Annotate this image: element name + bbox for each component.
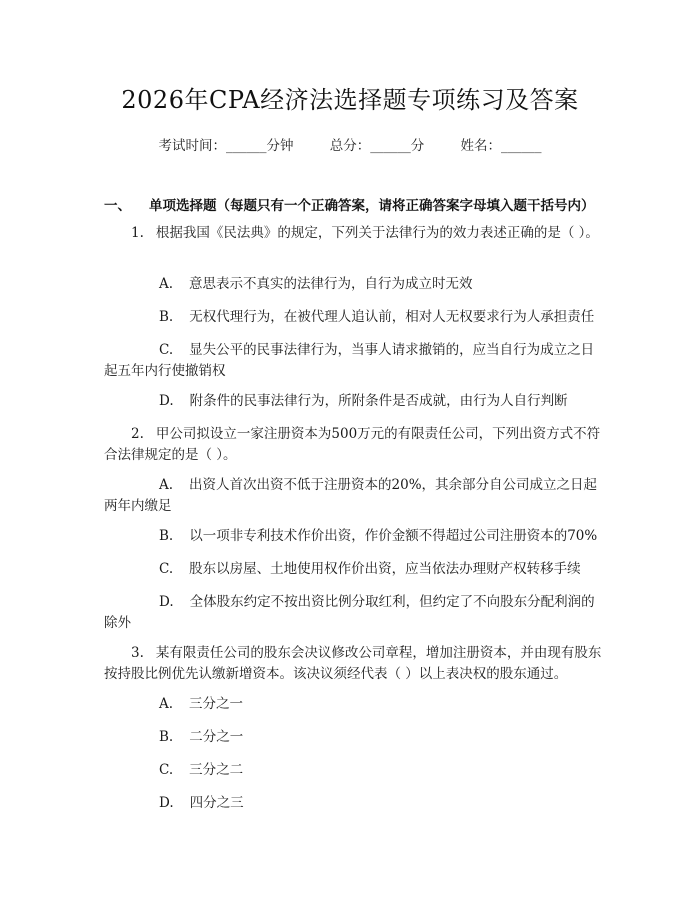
- total-score-label: 总分：: [329, 138, 371, 154]
- question-1-option-d: [104, 391, 602, 412]
- name-field: [461, 138, 542, 154]
- option-text: 四分之三: [189, 795, 244, 811]
- option-letter: B.: [159, 729, 174, 745]
- option-text: 显失公平的民事法律行为，当事人请求撤销的，应当自行为成立之日起五年内行使撤销权: [104, 342, 595, 379]
- option-text: 全体股东约定不按出资比例分取红利，但约定了不向股东分配利润的除外: [104, 594, 595, 631]
- option-letter: C.: [159, 342, 174, 358]
- option-letter: C.: [159, 561, 174, 577]
- option-text: 无权代理行为，在被代理人追认前，相对人无权要求行为人承担责任: [189, 309, 595, 325]
- question-number: 2.: [131, 426, 144, 442]
- question-number: 3.: [131, 645, 144, 661]
- question-2-option-b: [104, 526, 602, 547]
- document-title: 2026年CPA经济法选择题专项练习及答案: [121, 86, 579, 114]
- question-2-option-d: [104, 592, 602, 634]
- question-1-option-a: [104, 274, 602, 295]
- question-1-option-b: [104, 307, 602, 328]
- total-score-field: [330, 138, 425, 154]
- question-3-option-d: [104, 793, 602, 814]
- option-letter: A.: [159, 276, 174, 292]
- option-letter: D.: [159, 393, 174, 409]
- option-text: 二分之一: [189, 729, 244, 745]
- option-letter: C.: [159, 762, 174, 778]
- exam-time-label: 考试时间：: [158, 138, 226, 154]
- question-2-option-c: [104, 559, 602, 580]
- name-blank: ______: [501, 138, 542, 154]
- question-1-stem: [104, 223, 602, 244]
- exam-meta-line: [0, 134, 700, 154]
- option-text: 以一项非专利技术作价出资，作价金额不得超过公司注册资本的70%: [189, 528, 598, 544]
- option-letter: D.: [159, 795, 174, 811]
- question-text: 甲公司拟设立一家注册资本为500万元的有限责任公司，下列出资方式不符合法律规定的是（ ）。: [104, 426, 601, 463]
- question-3-option-c: [104, 760, 602, 781]
- option-letter: A.: [159, 696, 174, 712]
- question-3-stem: [104, 643, 602, 685]
- question-1-option-c: [104, 340, 602, 382]
- question-number: 1.: [131, 225, 144, 241]
- option-letter: A.: [159, 477, 174, 493]
- exam-time-unit: 分钟: [266, 138, 294, 154]
- section-heading: [104, 194, 595, 214]
- option-letter: B.: [159, 528, 174, 544]
- question-2-stem: [104, 424, 602, 466]
- section-number: 一、: [104, 198, 131, 214]
- exam-time-field: [158, 138, 293, 154]
- total-score-blank: ______: [370, 138, 411, 154]
- option-letter: D.: [159, 594, 174, 610]
- option-text: 意思表示不真实的法律行为，自行为成立时无效: [189, 276, 473, 292]
- question-text: 某有限责任公司的股东会决议修改公司章程，增加注册资本，并由现有股东按持股比例优先认缴新增资本。该决议须经代表（ ）以上表决权的股东通过。: [104, 645, 602, 682]
- option-text: 股东以房屋、土地使用权作价出资，应当依法办理财产权转移手续: [189, 561, 581, 577]
- option-text: 三分之一: [189, 696, 244, 712]
- section-title: 单项选择题（每题只有一个正确答案，请将正确答案字母填入题干括号内）: [149, 198, 595, 214]
- question-2-option-a: [104, 475, 602, 517]
- option-letter: B.: [159, 309, 174, 325]
- question-text: 根据我国《民法典》的规定，下列关于法律行为的效力表述正确的是（ ）。: [155, 225, 599, 241]
- question-3-option-b: [104, 727, 602, 748]
- name-label: 姓名：: [460, 138, 502, 154]
- option-text: 附条件的民事法律行为，所附条件是否成就，由行为人自行判断: [189, 393, 568, 409]
- question-3-option-a: [104, 694, 602, 715]
- option-text: 出资人首次出资不低于注册资本的20%，其余部分自公司成立之日起两年内缴足: [104, 477, 598, 514]
- option-text: 三分之二: [189, 762, 244, 778]
- total-score-unit: 分: [410, 138, 425, 154]
- exam-time-blank: ______: [225, 138, 267, 154]
